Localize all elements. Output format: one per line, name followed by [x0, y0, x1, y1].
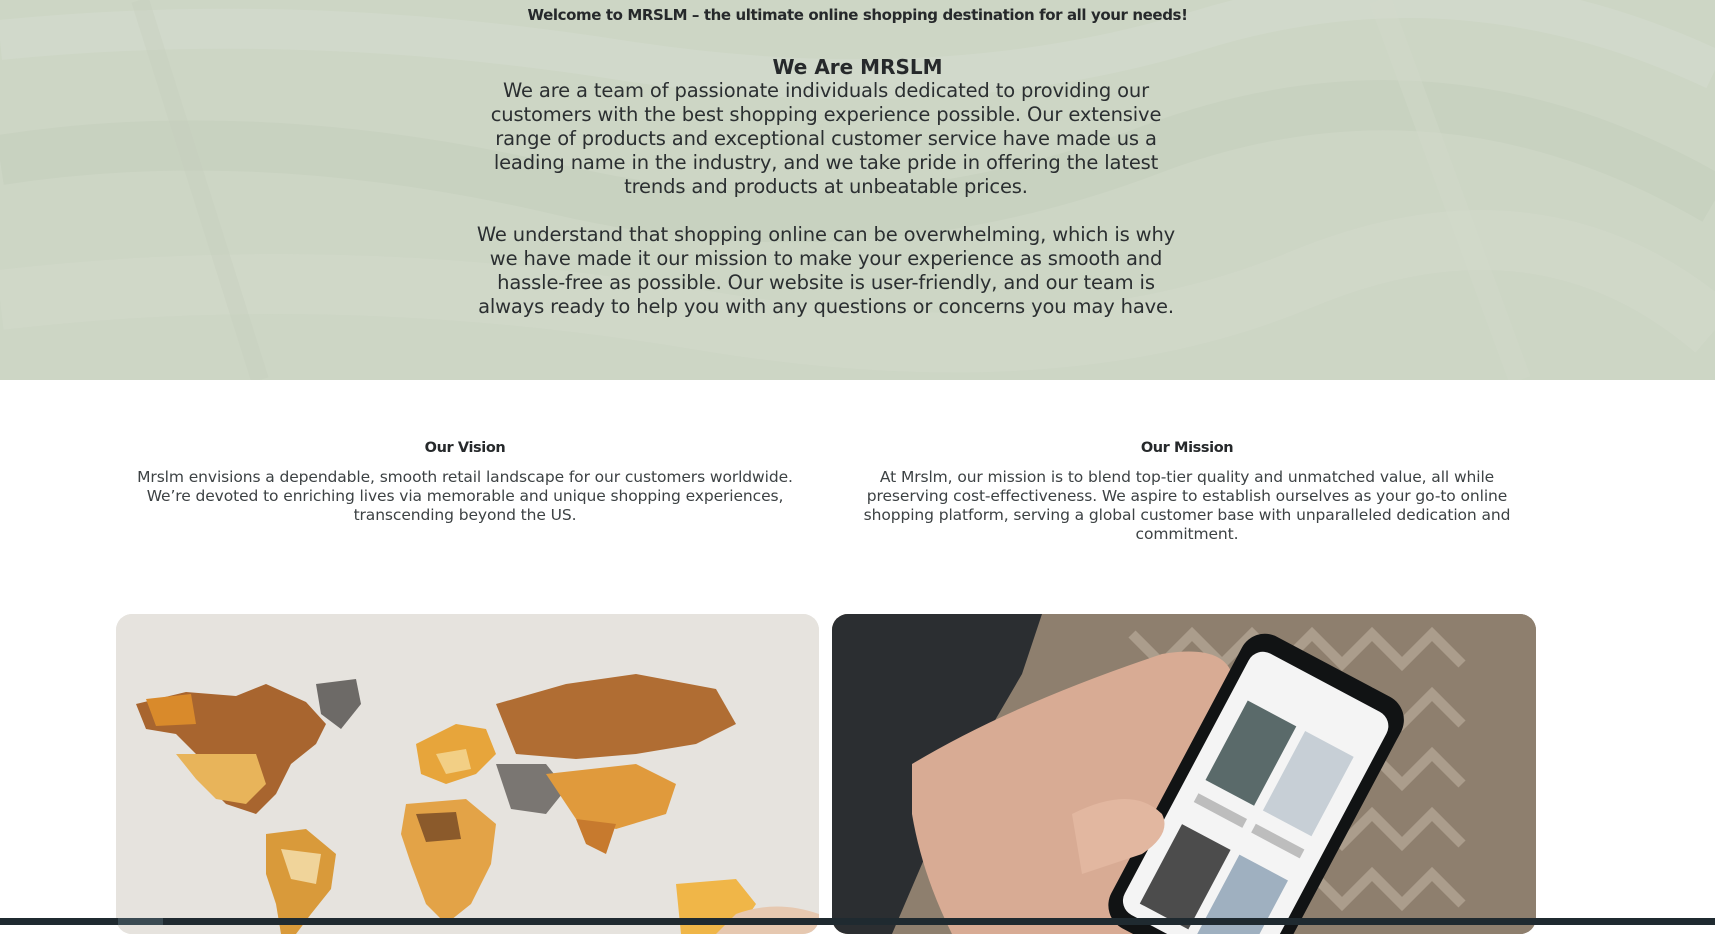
vision-column: [116, 440, 814, 525]
phone-shopping-image: [832, 614, 1536, 934]
mission-column: [838, 440, 1536, 544]
mission-text: At Mrslm, our mission is to blend top-tier quality and unmatched value, all while preserving cost-effectiveness. We aspire to establish ourselves as your go-to online shopping platform, serving a global customer base with unparalleled dedication and commitment.: [863, 468, 1511, 543]
vision-heading: Our Vision: [424, 440, 506, 456]
mission-heading: Our Mission: [1140, 440, 1234, 456]
taskbar-strip: [0, 918, 1715, 925]
about-hero: [0, 0, 1715, 380]
vision-text: Mrslm envisions a dependable, smooth retail landscape for our customers worldwide. We’re devoted to enriching lives via memorable and unique shopping experiences, transcending beyond the US.: [137, 468, 793, 524]
taskbar-thumb: [118, 918, 163, 925]
world-map-image: [116, 614, 819, 934]
welcome-banner: Welcome to MRSLM – the ultimate online shopping destination for all your needs!: [527, 6, 1188, 24]
about-title: We Are MRSLM: [772, 55, 943, 79]
about-paragraph: We understand that shopping online can be overwhelming, which is why we have made it our mission to make your experience as smooth and hassle-free as possible. Our website is user-friendly, and our team is always ready to help you with any questions or concerns you may have.: [476, 223, 1176, 318]
about-body: [472, 79, 1180, 319]
about-paragraph: We are a team of passionate individuals dedicated to providing our customers with the best shopping experience possible. Our extensive range of products and exceptional customer service have made us a leading name in the industry, and we take pride in offering the latest trends and products at unbeatable prices.: [490, 79, 1162, 198]
